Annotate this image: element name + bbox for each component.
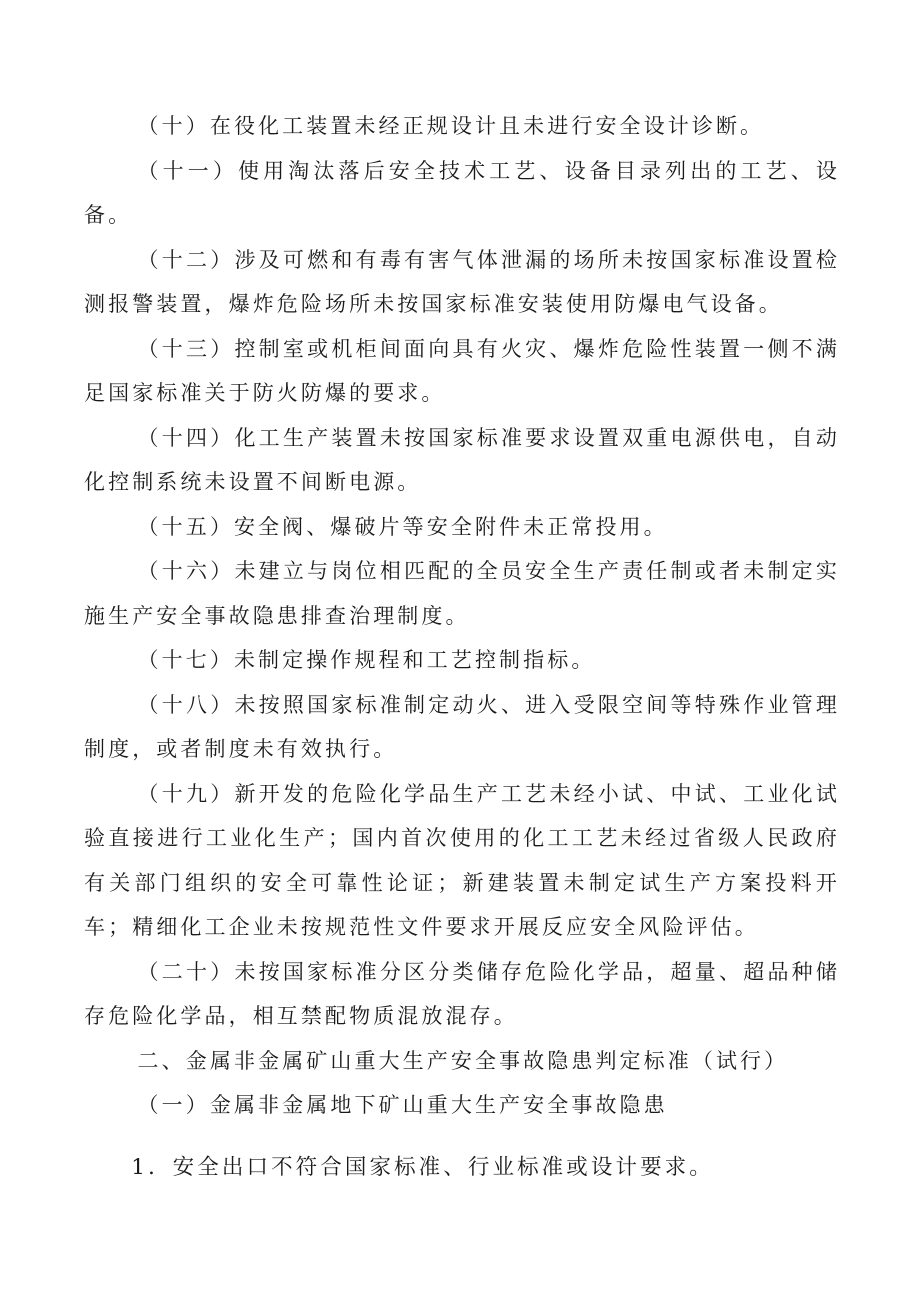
paragraph-15: （十五）安全阀、爆破片等安全附件未正常投用。 xyxy=(137,514,668,539)
paragraph-17: （十七）未制定操作规程和工艺控制指标。 xyxy=(137,648,596,672)
paragraph-13: （十三）控制室或机柜间面向具有火灾、爆炸危险性装置一侧不满足国家标准关于防火防爆的要求。 xyxy=(84,336,840,405)
section-heading: 二、金属非金属矿山重大生产安全事故隐患判定标准（试行） xyxy=(137,1048,789,1073)
paragraph-18: （十八）未按照国家标准制定动火、进入受限空间等特殊作业管理制度，或者制度未有效执行。 xyxy=(84,692,840,761)
paragraph-14: （十四）化工生产装置未按国家标准要求设置双重电源供电，自动化控制系统未设置不间断电源。 xyxy=(84,425,840,494)
numbered-item-1: 1．安全出口不符合国家标准、行业标准或设计要求。 xyxy=(131,1154,714,1180)
subsection-heading: （一）金属非金属地下矿山重大生产安全事故隐患 xyxy=(137,1093,668,1117)
paragraph-16: （十六）未建立与岗位相匹配的全员安全生产责任制或者未制定实施生产安全事故隐患排查治理制度。 xyxy=(84,559,840,628)
paragraph-20: （二十）未按国家标准分区分类储存危险化学品，超量、超品种储存危险化学品，相互禁配物质混放混存。 xyxy=(84,959,840,1028)
document-body xyxy=(84,104,840,1190)
paragraph-12: （十二）涉及可燃和有毒有害气体泄漏的场所未按国家标准设置检测报警装置，爆炸危险场所未按国家标准安装使用防爆电气设备。 xyxy=(84,247,840,316)
paragraph-11: （十一）使用淘汰落后安全技术工艺、设备目录列出的工艺、设备。 xyxy=(84,158,840,227)
paragraph-10: （十）在役化工装置未经正规设计且未进行安全设计诊断。 xyxy=(137,114,765,138)
paragraph-19: （十九）新开发的危险化学品生产工艺未经小试、中试、工业化试验直接进行工业化生产；国内首次使用的化工工艺未经过省级人民政府有关部门组织的安全可靠性论证；新建装置未制定试生产方案投料开车；精细化工企业未按规范性文件要求开展反应安全风险评估。 xyxy=(84,781,840,939)
